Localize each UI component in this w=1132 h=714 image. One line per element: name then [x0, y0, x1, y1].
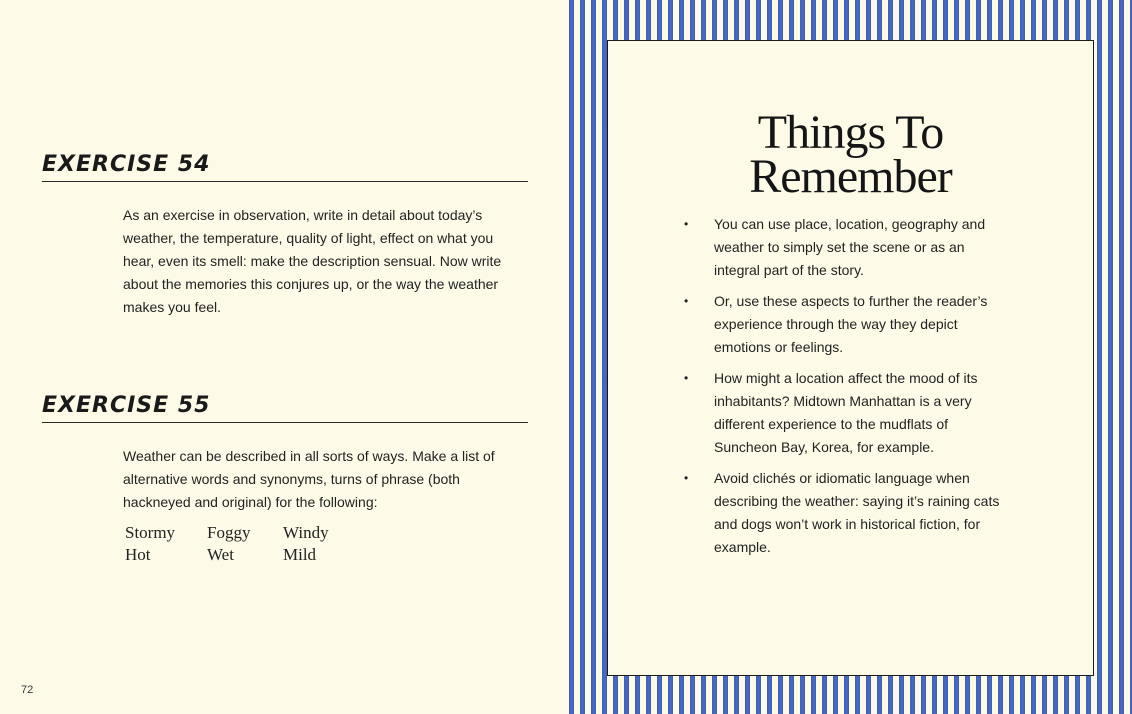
- box-title-line2: Remember: [749, 150, 952, 203]
- box-title-line1: Things To: [757, 106, 944, 159]
- reminder-item: • Avoid clichés or idiomatic language when describing the weather: saying it’s raining cats and dogs won’t work in historical fiction, for example.: [684, 467, 1014, 559]
- reminder-item: • You can use place, location, geography and weather to simply set the scene or as an integral part of the story.: [684, 213, 1014, 282]
- bullet-dot: •: [684, 471, 689, 485]
- reminder-list: [684, 213, 1014, 567]
- reminder-item: • How might a location affect the mood of its inhabitants? Midtown Manhattan is a very different experience to the mudflats of Suncheon Bay, Korea, for example.: [684, 367, 1014, 459]
- bullet-dot: •: [684, 371, 689, 385]
- exercise-54-text: As an exercise in observation, write in detail about today’s weather, the temperature, quality of light, effect on what you hear, even its smell: make the description sensual. Now write about the memories this conjures up, or the way the weather makes you feel.: [123, 207, 502, 315]
- word-wet: Wet: [207, 545, 234, 564]
- exercise-54-heading: EXERCISE 54: [42, 152, 528, 182]
- reminder-item: • Or, use these aspects to further the reader’s experience through the way they depict emotions or feelings.: [684, 290, 1014, 359]
- exercise-55-heading: EXERCISE 55: [42, 393, 528, 423]
- exercise-55-text: Weather can be described in all sorts of ways. Make a list of alternative words and synonyms, turns of phrase (both hackneyed and original) for the following:: [123, 448, 495, 510]
- word-mild: Mild: [283, 545, 317, 564]
- word-windy: Windy: [283, 523, 329, 542]
- word-foggy: Foggy: [207, 523, 251, 542]
- bullet-dot: •: [684, 217, 689, 231]
- weather-word-list: [125, 523, 363, 565]
- page-number: 72: [21, 684, 34, 696]
- bullet-dot: •: [684, 294, 689, 308]
- box-title: [608, 106, 1093, 203]
- things-to-remember-box: [607, 40, 1094, 676]
- word-stormy: Stormy: [125, 523, 176, 542]
- word-hot: Hot: [125, 545, 151, 564]
